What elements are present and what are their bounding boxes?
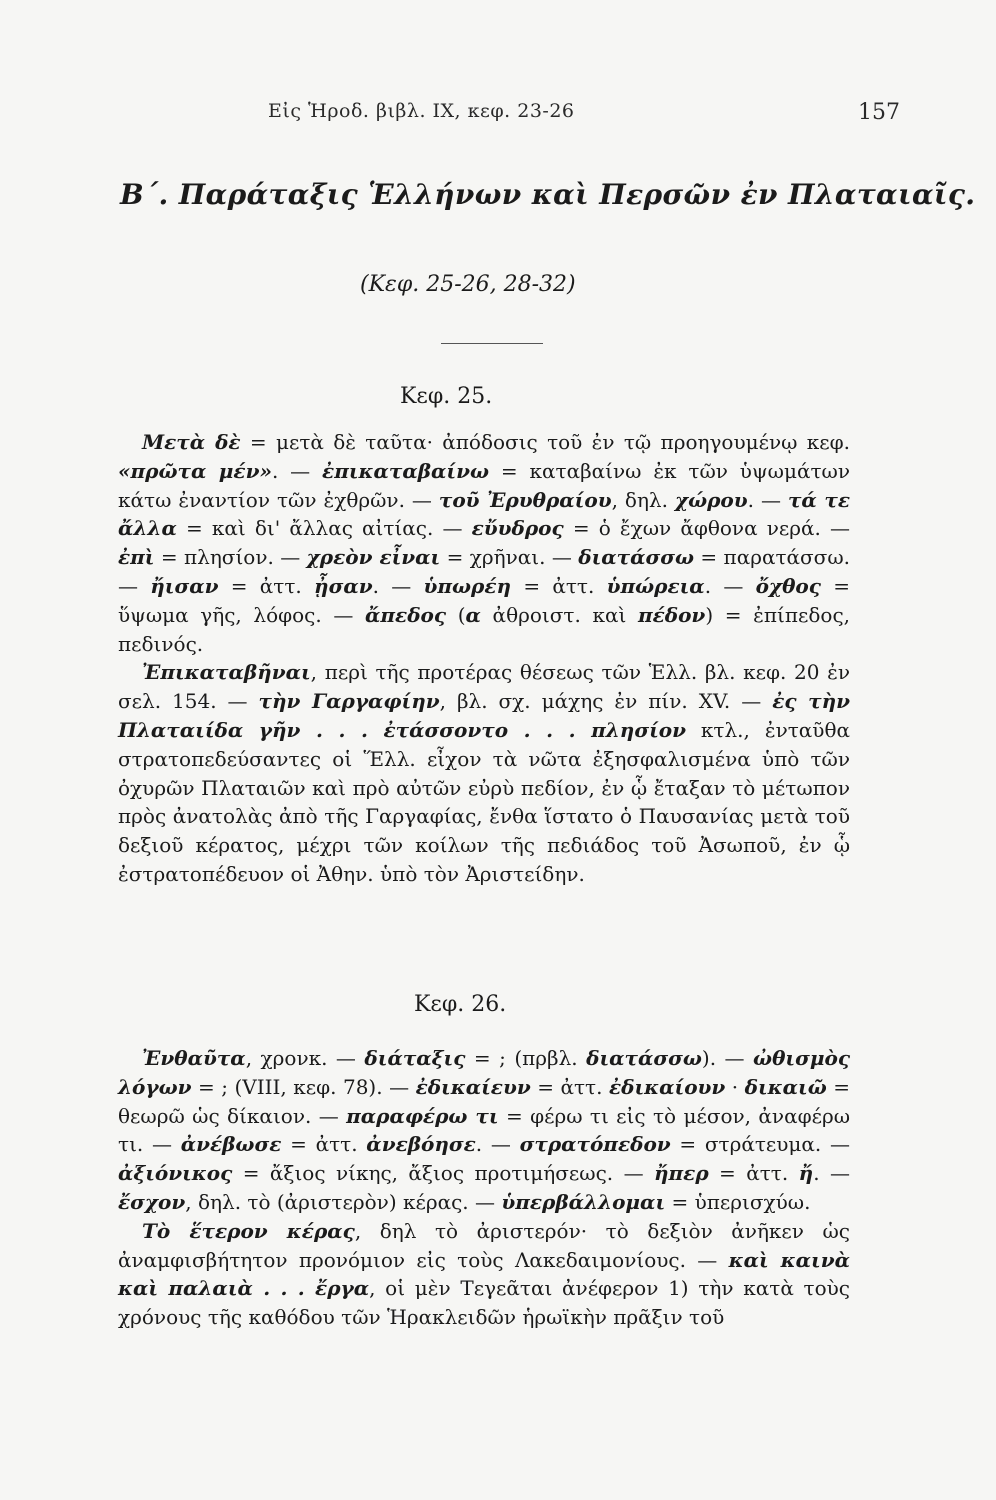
gloss-text: = ἀττ. <box>511 573 607 598</box>
gloss-text: = φέρω τι εἰς τὸ μέσον, ἀναφέρω τι. — <box>118 1103 851 1157</box>
paragraph <box>118 1217 850 1332</box>
lemma: Ἐνθαῦτα <box>142 1046 246 1070</box>
lemma: ἔσχον <box>118 1189 186 1214</box>
gloss-text: , δηλ. τὸ (ἀριστερὸν) κέρας. — <box>185 1189 502 1214</box>
gloss-text: . — <box>704 573 756 598</box>
gloss-text: ) = ἐπίπεδος, πεδινός. <box>118 602 851 656</box>
gloss-text: . — <box>747 487 788 512</box>
lemma: πέδον <box>637 602 706 627</box>
lemma: διάταξις <box>364 1046 466 1070</box>
lemma: τοῦ Ἐρυθραίου <box>438 487 612 512</box>
lemma: ὑπώρεια <box>606 573 705 598</box>
lemma: ἤισαν <box>150 573 219 598</box>
gloss-text: . — <box>475 1132 520 1157</box>
gloss-text: ). — <box>701 1046 754 1070</box>
gloss-text: . — <box>271 458 323 483</box>
gloss-text: = χρῆναι. — <box>440 545 579 570</box>
lemma: ἀνεβόησε <box>366 1132 476 1157</box>
chapter-25-text <box>118 428 850 889</box>
section-title: Β΄. Παράταξις Ἑλλήνων καὶ Περσῶν ἐν Πλαταιαῖς. <box>120 178 976 211</box>
lemma: ἀνέβωσε <box>180 1132 282 1157</box>
gloss-text: = ; (VIII, κεφ. 78). — <box>191 1074 416 1099</box>
gloss-text: = καὶ δι' ἄλλας αἰτίας. — <box>176 516 472 541</box>
lemma: διατάσσω <box>586 1046 702 1070</box>
lemma: ἐπικαταβαίνω <box>322 458 490 483</box>
gloss-text: = παρατάσσω. — <box>118 545 851 598</box>
lemma: ὠθισμὸς λόγων <box>118 1046 850 1099</box>
chapter-heading-26: Κεφ. 26. <box>414 992 507 1017</box>
lemma: ὄχθος <box>755 573 821 598</box>
paragraph <box>118 658 850 888</box>
lemma: χώρου <box>674 487 748 512</box>
gloss-text: = μετὰ δὲ ταῦτα· ἀπόδοσις τοῦ ἐν τῷ προηγουμένῳ κεφ. <box>240 430 850 454</box>
gloss-text: , βλ. σχ. μάχης ἐν πίν. XV. — <box>439 689 773 714</box>
lemma: ἐπὶ <box>118 545 155 570</box>
lemma: εὔυδρος <box>471 516 564 541</box>
gloss-text: = ὕψωμα γῆς, λόφος. — <box>118 573 850 627</box>
lemma: ἤ <box>798 1161 814 1186</box>
gloss-text: · <box>725 1074 745 1099</box>
lemma: ὑπωρέη <box>423 573 512 598</box>
lemma: χρεὸν εἶναι <box>306 545 441 570</box>
gloss-text: = ἀττ. <box>530 1074 609 1099</box>
gloss-text: = στράτευμα. — <box>670 1132 851 1157</box>
gloss-text: , δηλ τὸ ἀριστερόν· τὸ δεξιὸν ἀνῆκεν ὡς ἀναμφισβήτητον προνόμιον εἰς τοὺς Λακεδαιμονίους. — <box>118 1218 850 1272</box>
gloss-text: . — <box>813 1161 850 1186</box>
lemma: Ἐπικαταβῆναι <box>142 660 311 685</box>
gloss-text: = ὑπερισχύω. <box>665 1189 811 1214</box>
gloss-text: , χρονκ. — <box>245 1046 365 1070</box>
lemma: τά τε ἄλλα <box>118 487 850 541</box>
lemma: ἐδικαίουν <box>608 1074 726 1099</box>
lemma: καὶ καινὰ καὶ παλαιὰ . . . ἔργα <box>118 1247 850 1301</box>
page-number: 157 <box>858 100 900 125</box>
lemma: ἀξιόνικος <box>118 1161 233 1186</box>
lemma: στρατόπεδον <box>519 1132 671 1157</box>
lemma: τὴν Γαργαφίην <box>258 689 440 714</box>
gloss-text: = πλησίον. — <box>154 545 307 570</box>
lemma: ἐς τὴν Πλαταιίδα γῆν . . . ἐτάσσοντο . . . πλησίον <box>118 689 851 742</box>
gloss-text: , οἱ μὲν Τεγεᾶται ἀνέφερον 1) τὴν κατὰ τοὺς χρόνους τῆς καθόδου τῶν Ἡρακλειδῶν ἡρωϊκὴν πρᾶξιν τοῦ <box>118 1276 850 1330</box>
gloss-text: = ; (πρβλ. <box>465 1046 587 1070</box>
gloss-text: . — <box>372 573 424 598</box>
lemma: διατάσσω <box>578 545 695 570</box>
paragraph <box>118 428 850 658</box>
lemma: παραφέρω τι <box>346 1103 499 1128</box>
gloss-text: = θεωρῶ ὡς δίκαιον. — <box>118 1074 850 1128</box>
gloss-text: κτλ., ἐνταῦθα στρατοπεδεύσαντες οἱ Ἕλλ. εἶχον τὰ νῶτα ἐξησφαλισμένα ὑπὸ τῶν ὀχυρῶν Πλαταιῶν καὶ πρὸ αὐτῶν εὐρὺ πεδίον, ἐν ᾧ ἔταξαν τὸ μέτωπον πρὸς ἀνατολὰς ἀπὸ τῆς Γαργαφίας, ἔνθα ἵστατο ὁ Παυσανίας μετὰ τοῦ δεξιοῦ κέρατος, μέχρι τῶν κοίλων τῆς πεδιάδος τοῦ Ἀσωποῦ, ἐν ᾧ ἐστρατοπέδευον οἱ Ἀθην. ὑπὸ τὸν Ἀριστείδην. <box>118 717 850 886</box>
chapter-26-text <box>118 1044 850 1332</box>
gloss-text: = ἀττ. <box>708 1161 799 1186</box>
lemma: ἐδικαίευν <box>415 1074 531 1099</box>
gloss-text: = ὁ ἔχων ἄφθονα νερά. — <box>563 516 850 541</box>
running-head: Εἰς Ἡροδ. βιβλ. IX, κεφ. 23-26 <box>268 100 575 122</box>
lemma: ὑπερβάλλομαι <box>501 1189 666 1214</box>
lemma: ἄπεδος <box>365 602 447 627</box>
gloss-text: = ἀττ. <box>218 573 315 598</box>
gloss-text: , δηλ. <box>611 487 675 512</box>
chapter-heading-25: Κεφ. 25. <box>400 384 493 409</box>
lemma: Τὸ ἕτερον κέρας <box>142 1218 355 1243</box>
lemma: ἤπερ <box>654 1161 709 1186</box>
lemma: «πρῶτα μέν» <box>118 458 272 483</box>
lemma: Μετὰ δὲ <box>142 430 241 454</box>
gloss-text: ( <box>446 602 466 627</box>
paragraph <box>118 1044 850 1217</box>
lemma: ᾖσαν <box>314 573 373 598</box>
gloss-text: = ἀττ. <box>281 1132 367 1157</box>
gloss-text: ἀθροιστ. καὶ <box>480 602 638 627</box>
lemma: δικαιῶ <box>744 1074 827 1099</box>
lemma: α <box>465 602 481 627</box>
divider-rule <box>441 343 543 344</box>
section-subtitle: (Κεφ. 25-26, 28-32) <box>360 272 576 297</box>
gloss-text: = ἄξιος νίκης, ἄξιος προτιμήσεως. — <box>232 1161 654 1186</box>
gloss-text: = καταβαίνω ἐκ τῶν ὑψωμάτων κάτω ἐναντίον τῶν ἐχθρῶν. — <box>118 458 850 512</box>
gloss-text: , περὶ τῆς προτέρας θέσεως τῶν Ἑλλ. βλ. κεφ. 20 ἐν σελ. 154. — <box>118 660 850 714</box>
